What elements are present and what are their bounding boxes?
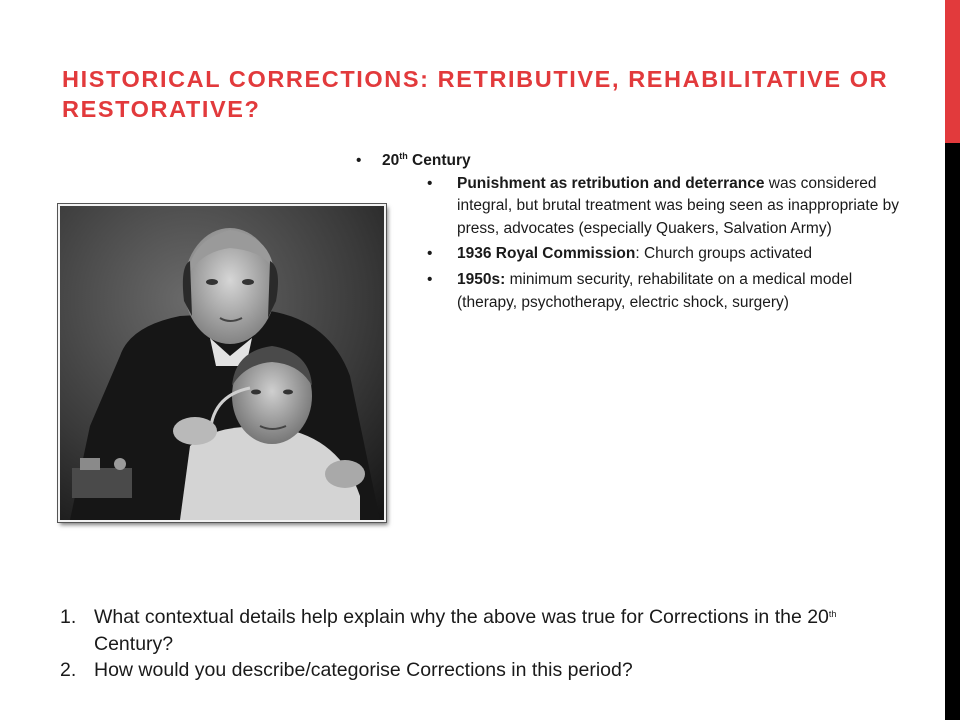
historical-photo xyxy=(58,204,386,522)
sub-bullet-retribution xyxy=(382,173,916,241)
bullet-heading xyxy=(356,150,916,314)
slide-title: HISTORICAL CORRECTIONS: RETRIBUTIVE, REHABILITATIVE OR RESTORATIVE? xyxy=(62,66,889,122)
bullet-list xyxy=(356,150,916,317)
sub-bullet-1950s xyxy=(382,269,916,314)
question-item xyxy=(60,604,920,657)
question-number: 2. xyxy=(60,659,77,681)
sub-bullet-bold: 1950s: xyxy=(457,270,506,288)
question-text-end: Century? xyxy=(94,632,174,655)
heading-number: 20 xyxy=(382,152,400,169)
photo-illustration xyxy=(60,206,384,520)
question-text: What contextual details help explain why the above was true for Corrections in the 20 xyxy=(94,606,829,628)
sub-bullet-royal-commission xyxy=(382,243,916,266)
question-item xyxy=(60,657,920,684)
sub-bullet-bold: Punishment as retribution and deterrance xyxy=(457,174,765,192)
sub-bullet-text: : Church groups activated xyxy=(635,245,812,263)
sidebar-accent-red xyxy=(945,0,960,143)
heading-text: Century xyxy=(407,152,471,169)
question-superscript: th xyxy=(828,609,837,619)
sub-bullet-bold: 1936 Royal Commission xyxy=(457,245,636,263)
discussion-questions xyxy=(60,604,920,684)
sub-bullet-text: minimum security, rehabilitate on a medical model (therapy, psychotherapy, electric shock, surgery) xyxy=(457,270,853,311)
question-number: 1. xyxy=(60,606,77,628)
heading-superscript: th xyxy=(399,151,408,161)
sub-bullet-text: was considered integral, but brutal treatment was being seen as inappropriate by press, advocates (especially Quakers, Salvation Army) xyxy=(457,174,900,237)
sidebar-accent-black xyxy=(945,143,960,720)
question-text: How would you describe/categorise Corrections in this period? xyxy=(94,659,633,681)
